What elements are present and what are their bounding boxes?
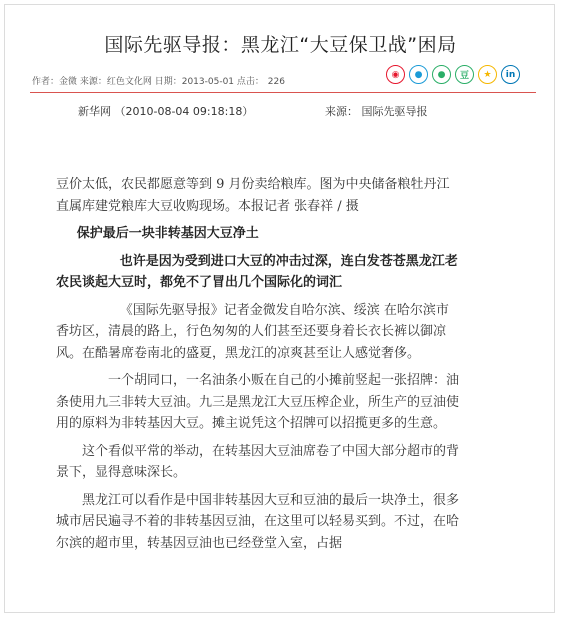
paragraph: 黑龙江可以看作是中国非转基因大豆和豆油的最后一块净土，很多城市居民遍寻不着的非转基因豆油，在这里可以轻易买到。不过，在哈尔滨的超市里，转基因豆油也已经登堂入室，占据	[56, 492, 460, 551]
click-count: 226	[267, 77, 285, 87]
section-heading: 保护最后一块非转基因大豆净土	[76, 226, 259, 241]
wechat-icon[interactable]: ●	[432, 65, 451, 84]
source-date: 新华网 （2010-08-04 09:18:18）	[78, 105, 254, 118]
caption-paragraph: 豆价太低，农民都愿意等到 9 月份卖给粮库。图为中央储备粮牡丹江直属库建党粮库大豆收购现场。本报记者 张春祥 / 摄	[56, 177, 450, 214]
article-title: 国际先驱导报：黑龙江“大豆保卫战”困局	[104, 34, 457, 56]
douban-icon[interactable]: 豆	[455, 65, 474, 84]
article-body	[56, 174, 460, 554]
qq-icon[interactable]: ●	[409, 65, 428, 84]
qzone-icon[interactable]: ★	[478, 65, 497, 84]
linkedin-icon[interactable]: in	[501, 65, 520, 84]
paragraph: 一个胡同口，一名油条小贩在自己的小摊前竖起一张招牌：油条使用九三非转大豆油。九三是黑龙江大豆压榨企业，所生产的豆油使用的原料为非转基因大豆。摊主说凭这个招牌可以招揽更多的生意。	[56, 373, 460, 431]
weibo-icon[interactable]: ◉	[386, 65, 405, 84]
title-divider	[30, 92, 536, 93]
paragraph: 《国际先驱导报》记者金微发自哈尔滨、绥滨 在哈尔滨市香坊区，清晨的路上，行色匆匆的人们甚至还要身着长衣长裤以御凉风。在酷暑席卷南北的盛夏，黑龙江的凉爽甚至让人感觉奢侈。	[56, 302, 449, 361]
paragraph: 这个看似平常的举动，在转基因大豆油席卷了中国大部分超市的背景下，显得意味深长。	[56, 443, 460, 480]
share-bar	[386, 65, 520, 84]
article-meta	[32, 74, 286, 87]
meta-info: 作者：金微 来源：红色文化网 日期：2013-05-01 点击：	[32, 77, 264, 87]
lead-paragraph: 也许是因为受到进口大豆的冲击过深，连白发苍苍黑龙江老农民谈起大豆时，都免不了冒出几个国际化的词汇	[56, 253, 458, 290]
source-name: 来源： 国际先驱导报	[325, 105, 428, 118]
